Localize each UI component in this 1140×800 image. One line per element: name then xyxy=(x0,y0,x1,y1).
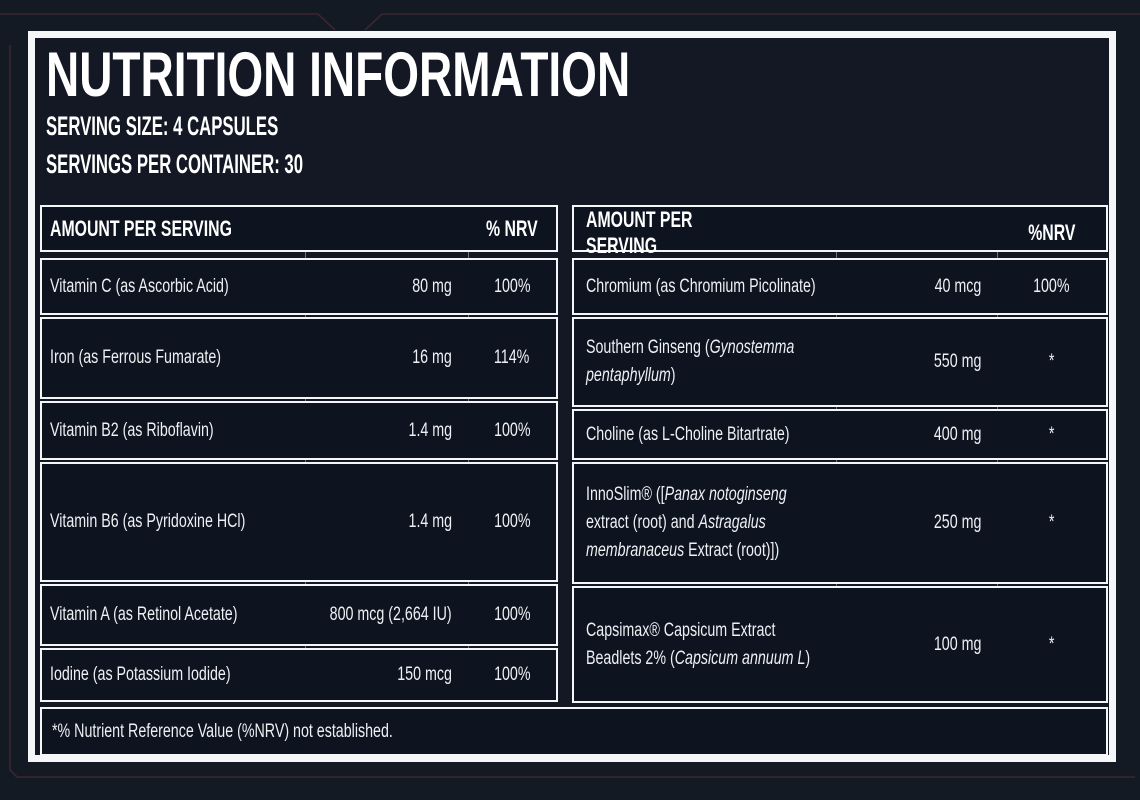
nutrient-name: Vitamin C (as Ascorbic Acid) xyxy=(50,275,229,297)
nutrient-row xyxy=(572,409,1108,460)
accent-trace-top-left xyxy=(0,14,335,30)
nutrient-name: Chromium (as Chromium Picolinate) xyxy=(586,275,816,297)
nutrient-row xyxy=(40,584,558,646)
nutrient-row xyxy=(40,258,558,315)
nutrient-nrv: 114% xyxy=(494,347,530,368)
header-amount-label: AMOUNT PER SERVING xyxy=(586,207,693,258)
nutrient-row xyxy=(572,586,1108,703)
nutrient-amount: 16 mg xyxy=(412,347,452,368)
nutrient-nrv: * xyxy=(1048,633,1055,655)
serving-size: SERVING SIZE: 4 CAPSULES xyxy=(46,111,279,141)
nutrient-row xyxy=(40,317,558,399)
nutrient-name: Iron (as Ferrous Fumarate) xyxy=(50,347,222,368)
nutrient-nrv: 100% xyxy=(493,419,531,441)
nutrient-nrv: 100% xyxy=(1033,275,1070,297)
supplement-table-right xyxy=(572,205,1108,703)
nutrient-nrv: 100% xyxy=(493,511,531,532)
servings-per-container: SERVINGS PER CONTAINER: 30 xyxy=(46,149,304,179)
nutrient-row xyxy=(40,648,558,702)
nutrient-amount: 1.4 mg xyxy=(408,419,452,441)
header-nrv-label: % NRV xyxy=(486,215,538,241)
nutrient-amount: 400 mg xyxy=(933,423,981,445)
nutrient-name: Vitamin B2 (as Riboflavin) xyxy=(50,419,214,441)
nutrient-nrv: * xyxy=(1048,512,1055,533)
page-title: NUTRITION INFORMATION xyxy=(46,40,631,110)
nutrient-amount: 1.4 mg xyxy=(408,511,452,532)
nutrient-name: Iodine (as Potassium Iodide) xyxy=(50,664,231,685)
nutrient-nrv: 100% xyxy=(493,275,531,297)
nutrient-amount: 80 mg xyxy=(412,275,452,297)
nutrient-amount: 150 mcg xyxy=(397,664,452,685)
nutrient-name: Choline (as L-Choline Bitartrate) xyxy=(586,423,790,445)
nutrient-nrv: * xyxy=(1048,423,1055,445)
nutrient-row xyxy=(40,462,558,582)
nutrient-amount: 800 mcg (2,664 IU) xyxy=(330,604,452,625)
nutrient-row xyxy=(40,401,558,460)
nutrient-nrv: 100% xyxy=(493,664,531,685)
nutrient-nrv: * xyxy=(1048,351,1055,372)
nutrient-amount: 250 mg xyxy=(933,512,981,533)
nutrient-amount: 100 mg xyxy=(933,633,981,655)
nutrient-row xyxy=(572,317,1108,407)
header-nrv-label: %NRV xyxy=(1027,220,1076,245)
nutrient-row xyxy=(572,258,1108,315)
table-header xyxy=(572,205,1108,258)
nutrient-amount: 40 mcg xyxy=(934,275,981,297)
nutrient-row xyxy=(572,462,1108,584)
nutrient-nrv: 100% xyxy=(493,604,531,625)
nutrient-amount: 550 mg xyxy=(933,351,981,372)
header-amount-label: AMOUNT PER SERVING xyxy=(50,215,232,241)
accent-trace-top-right xyxy=(365,14,1140,30)
supplement-table-left xyxy=(40,205,558,702)
footnote: *% Nutrient Reference Value (%NRV) not established. xyxy=(40,707,1108,756)
nutrient-name: Vitamin A (as Retinol Acetate) xyxy=(50,604,238,625)
nutrient-name: Southern Ginseng (Gynostemma pentaphyllum) xyxy=(586,337,795,386)
nutrient-name: Capsimax® Capsicum Extract Beadlets 2% (Capsicum annuum L) xyxy=(586,619,811,669)
nutrient-name: InnoSlim® ([Panax notoginseng extract (root) and Astragalus membranaceus Extract (root)]) xyxy=(586,484,787,561)
table-header xyxy=(40,205,558,252)
nutrient-name: Vitamin B6 (as Pyridoxine HCl) xyxy=(50,511,246,532)
